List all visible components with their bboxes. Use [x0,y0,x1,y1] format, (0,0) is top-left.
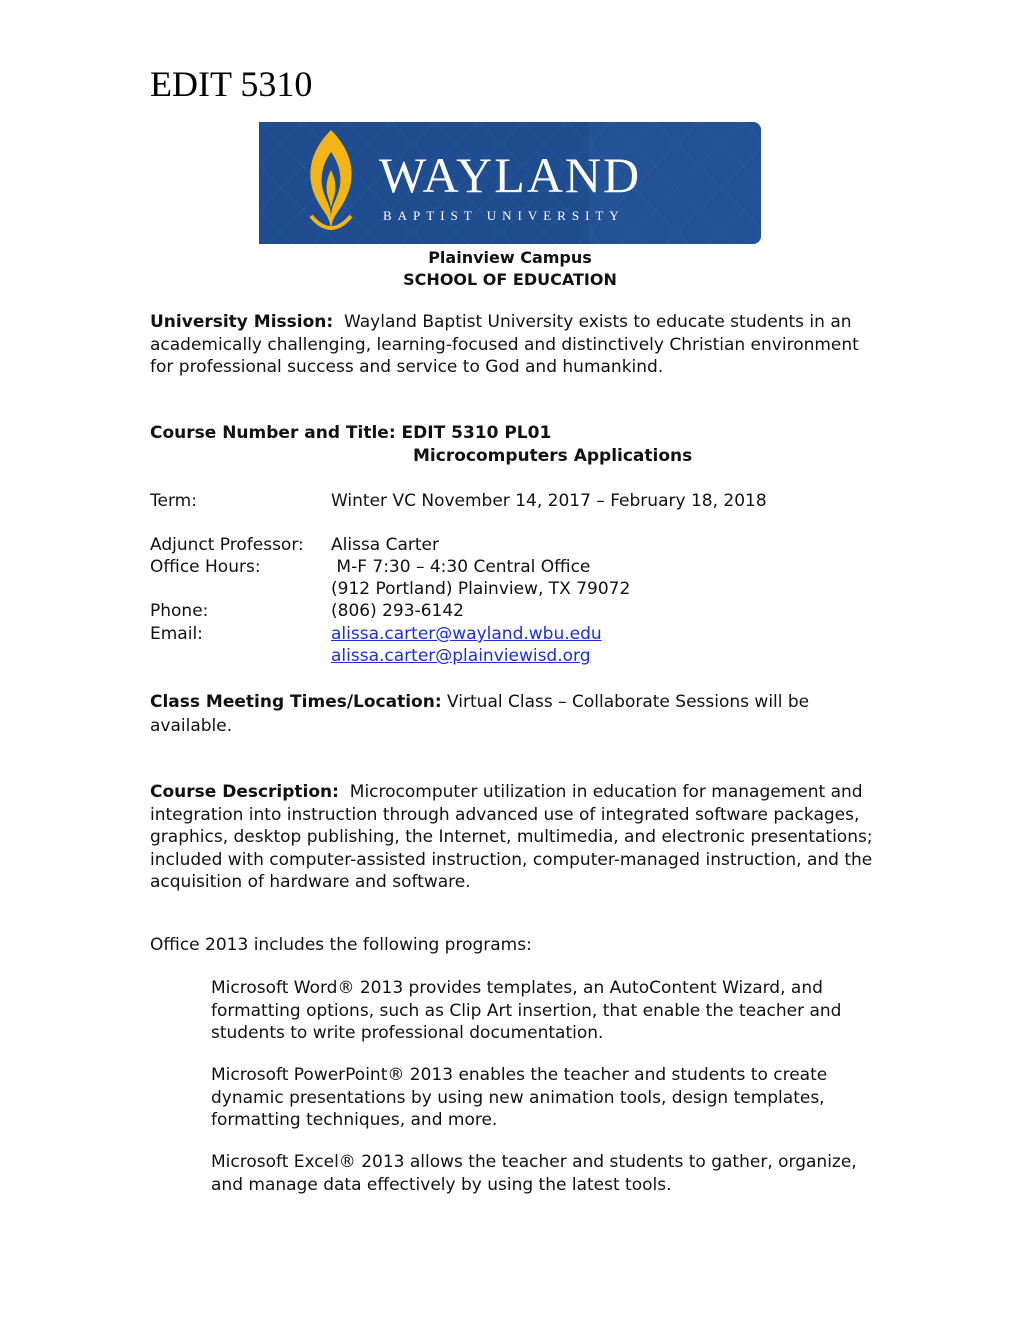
term-value: Winter VC November 14, 2017 – February 18, 2018 [331,491,767,511]
office-hours-row [150,556,590,579]
logo-subtitle: BAPTIST UNIVERSITY [383,208,625,223]
program-excel: Microsoft Excel® 2013 allows the teacher and students to gather, organize, and manage data effectively by using the latest tools. [211,1152,857,1195]
email-link-plainviewisd[interactable]: alissa.carter@plainviewisd.org [331,646,591,666]
description-text: Microcomputer utilization in education for management and integration into instruction through advanced use of integrated software packages, graphics, desktop publishing, the Internet, multimedia, and electronic presentations; included with computer-assisted instruction, computer-managed instruction, and the acquisition of hardware and software. [150,782,873,892]
phone-row [150,600,464,623]
course-label: Course Number and Title: [150,423,396,443]
phone-label: Phone: [150,601,209,621]
course-number-row [150,422,551,445]
email-row [150,623,602,646]
document-title: EDIT 5310 [150,64,313,104]
office-hours-value: M-F 7:30 – 4:30 Central Office [331,557,591,577]
school-name: SCHOOL OF EDUCATION [403,270,617,289]
course-description [150,781,875,894]
email-label: Email: [150,624,203,644]
term-row [150,490,767,513]
meeting-info [150,690,880,738]
campus-name: Plainview Campus [428,248,592,267]
office-address: (912 Portland) Plainview, TX 79072 [331,579,631,599]
mission-label: University Mission: [150,312,334,332]
term-label: Term: [150,491,197,511]
email-link-wayland[interactable]: alissa.carter@wayland.wbu.edu [331,624,602,644]
professor-label: Adjunct Professor: [150,535,304,555]
mission-statement [150,311,875,379]
email-row-2 [331,645,591,668]
wayland-logo-graphic [259,122,761,244]
course-number: EDIT 5310 PL01 [401,423,552,443]
meeting-label: Class Meeting Times/Location: [150,692,442,712]
phone-value: (806) 293-6142 [331,601,464,621]
logo-name: WAYLAND [379,147,642,203]
description-label: Course Description: [150,782,339,802]
program-powerpoint: Microsoft PowerPoint® 2013 enables the teacher and students to create dynamic presentations by using new animation tools, design templates, formatting techniques, and more. [211,1065,828,1130]
office-intro: Office 2013 includes the following programs: [150,935,532,955]
meeting-text: Virtual Class – Collaborate Sessions will be available. [150,692,810,736]
professor-value: Alissa Carter [331,535,440,555]
program-word: Microsoft Word® 2013 provides templates, an AutoContent Wizard, and formatting options, such as Clip Art insertion, that enable the teacher and students to write professional documentation. [211,978,842,1043]
mission-text: Wayland Baptist University exists to educate students in an academically challenging, learning-focused and distinctively Christian environment for professional success and service to God and humankind. [150,312,859,377]
professor-row [150,534,439,557]
wayland-logo [259,122,761,244]
office-hours-label: Office Hours: [150,557,261,577]
course-title: Microcomputers Applications [413,446,693,466]
